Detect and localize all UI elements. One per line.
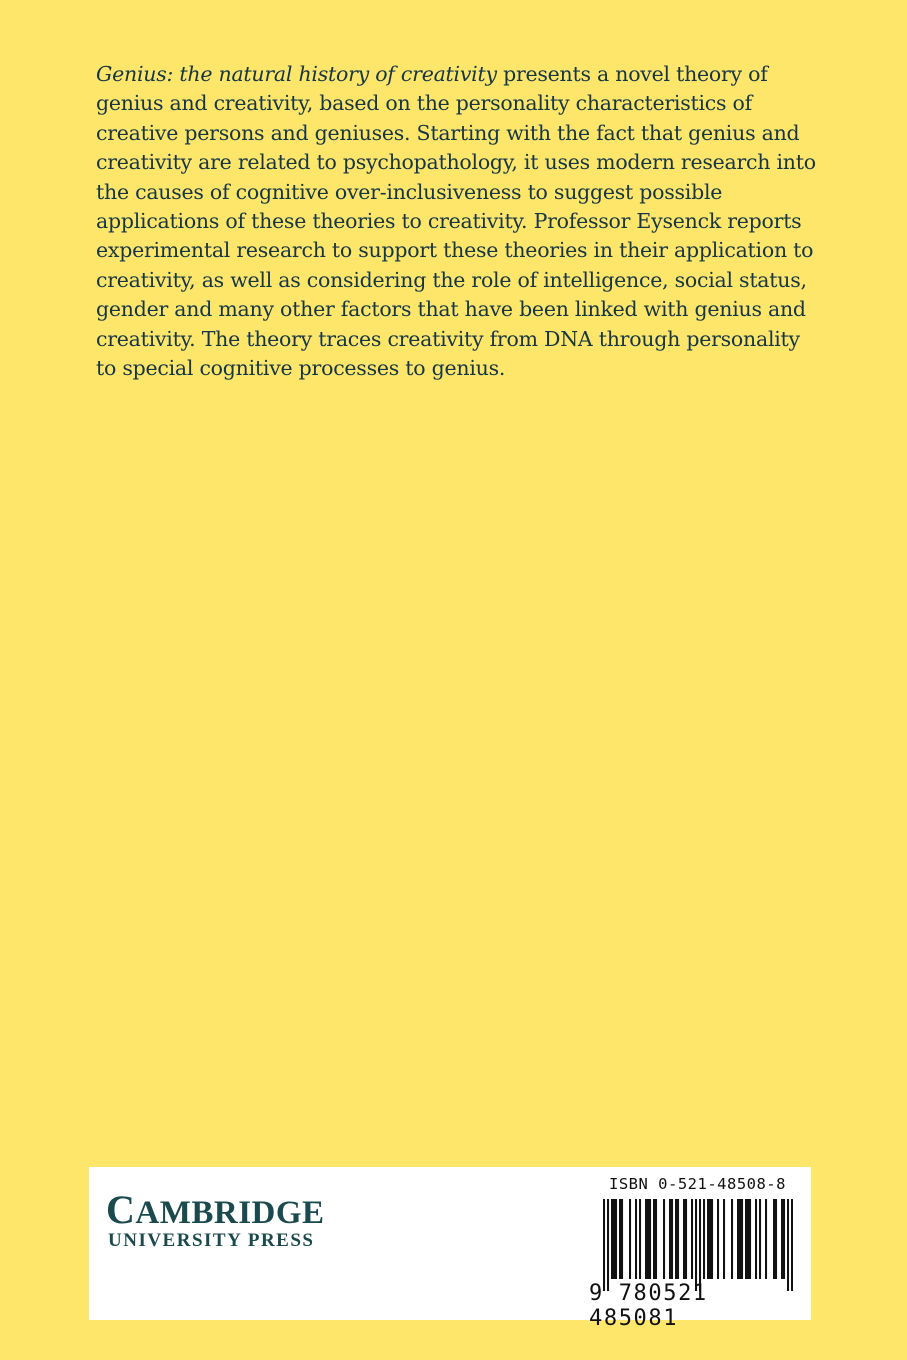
barcode-bar: [695, 1199, 697, 1291]
barcode-bar: [603, 1199, 605, 1291]
publisher-logo: [106, 1187, 325, 1252]
barcode-bar: [755, 1199, 757, 1279]
blurb-body: presents a novel theory of genius and creativity, based on the personality characteristics of creative persons and geniuses. Starting with the fact that genius and creativity are related to psychopathology, it uses modern research into the causes of cognitive over-inclusiveness to suggest possible applications of these theories to creativity. Professor Eysenck reports experimental research to support these theories in their application to creativity, as well as considering the role of intelligence, social status, gender and many other factors that have been linked with genius and creativity. The theory traces creativity from DNA through personality to special cognitive processes to genius.: [96, 62, 816, 381]
publisher-subtitle: UNIVERSITY PRESS: [108, 1230, 315, 1251]
barcode-bar: [635, 1199, 637, 1279]
barcode: [603, 1199, 793, 1291]
publisher-initial: C: [106, 1187, 136, 1232]
barcode-bar: [645, 1199, 647, 1279]
barcode-bar: [703, 1199, 705, 1279]
barcode-bar: [685, 1199, 687, 1279]
barcode-bar: [615, 1199, 617, 1279]
barcode-bar: [747, 1199, 749, 1279]
barcode-bar: [749, 1199, 751, 1279]
barcode-digits: 9 780521 485081: [589, 1281, 708, 1331]
barcode-bar: [773, 1199, 775, 1279]
barcode-bar: [639, 1199, 641, 1279]
barcode-bar: [683, 1199, 685, 1279]
barcode-bar: [611, 1199, 613, 1279]
barcode-bar: [711, 1199, 713, 1279]
barcode-bar: [739, 1199, 741, 1279]
barcode-bar: [791, 1199, 793, 1291]
barcode-bar: [775, 1199, 777, 1279]
barcode-bar: [731, 1199, 733, 1279]
barcode-bar: [781, 1199, 783, 1279]
barcode-bar: [653, 1199, 655, 1279]
barcode-bar: [707, 1199, 709, 1279]
publisher-name-rest: AMBRIDGE: [135, 1195, 325, 1231]
barcode-bar: [671, 1199, 673, 1279]
isbn-label: ISBN 0-521-48508-8: [609, 1175, 786, 1193]
barcode-bar: [621, 1199, 623, 1279]
barcode-bar: [723, 1199, 725, 1279]
barcode-bar: [629, 1199, 631, 1279]
publisher-name: [106, 1187, 325, 1232]
barcode-bar: [745, 1199, 747, 1279]
barcode-bar: [783, 1199, 785, 1279]
barcode-bar: [699, 1199, 701, 1291]
barcode-bar: [655, 1199, 657, 1279]
blurb-text: [96, 60, 816, 383]
barcode-bar: [691, 1199, 693, 1279]
barcode-bar: [765, 1199, 767, 1279]
barcode-bar: [619, 1199, 621, 1279]
barcode-bar: [675, 1199, 677, 1279]
barcode-bar: [787, 1199, 789, 1291]
book-title: Genius: the natural history of creativity: [96, 62, 497, 86]
barcode-bar: [669, 1199, 671, 1279]
barcode-bar: [613, 1199, 615, 1279]
barcode-bar: [647, 1199, 649, 1279]
barcode-bar: [741, 1199, 743, 1279]
barcode-bar: [607, 1199, 609, 1291]
barcode-bar: [717, 1199, 719, 1279]
footer-panel: [89, 1167, 811, 1331]
barcode-bar: [737, 1199, 739, 1279]
barcode-bar: [649, 1199, 651, 1279]
barcode-bar: [709, 1199, 711, 1279]
barcode-bar: [677, 1199, 679, 1279]
barcode-bar: [759, 1199, 761, 1279]
barcode-bar: [663, 1199, 665, 1279]
